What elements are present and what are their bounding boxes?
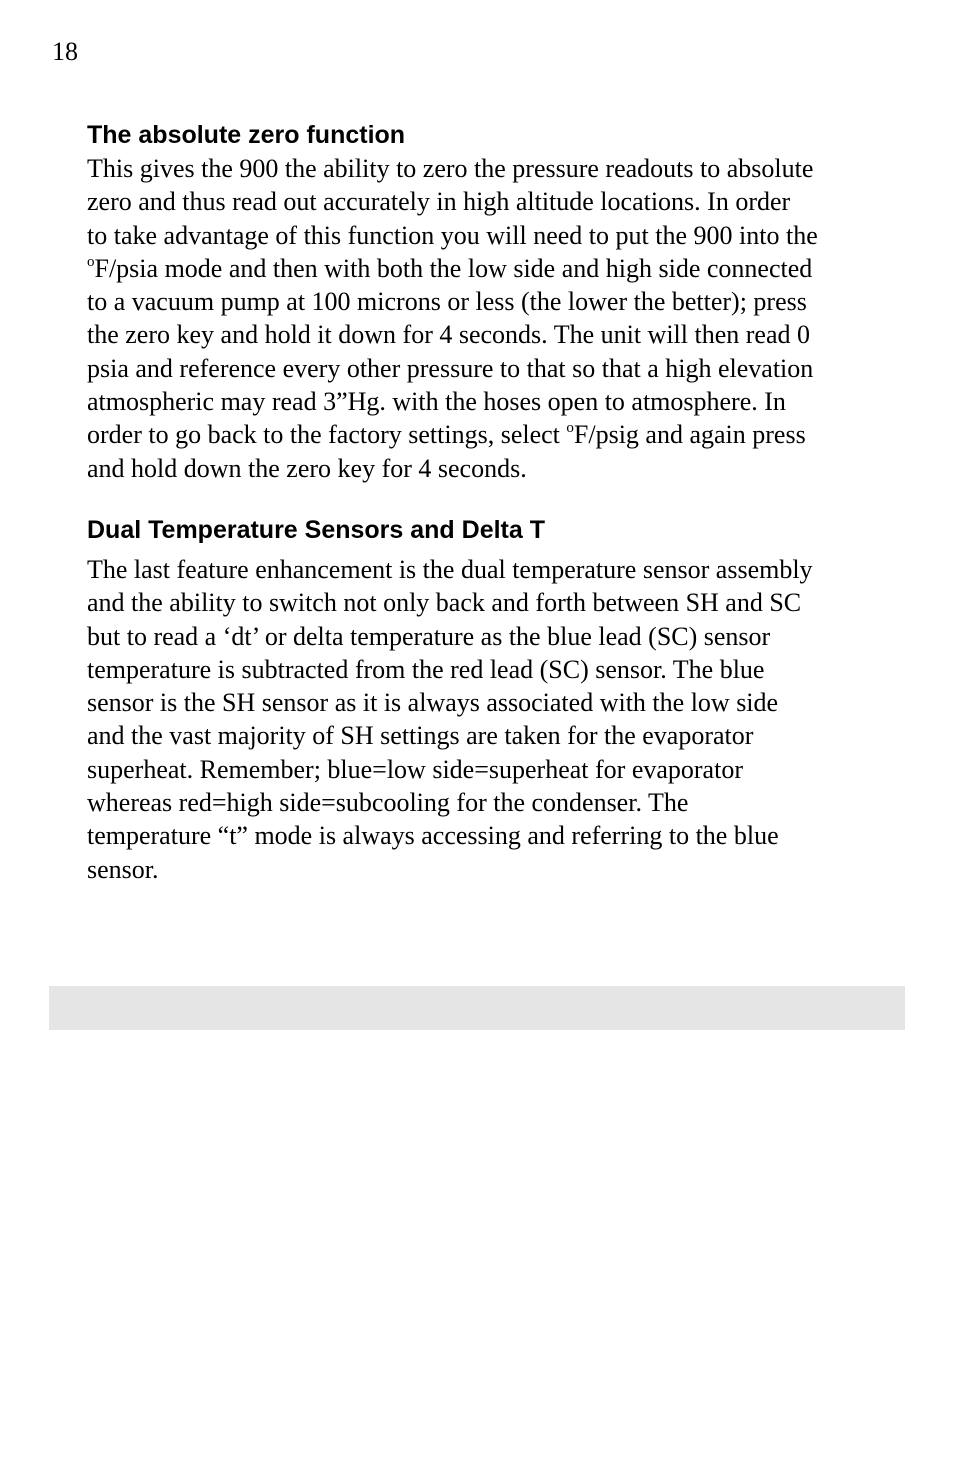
section-dual-temperature xyxy=(87,513,907,886)
text-line: temperature is subtracted from the red lead (SC) sensor. The blue xyxy=(87,654,765,684)
section-paragraph xyxy=(87,553,907,886)
degree-superscript: o xyxy=(566,420,574,437)
text-line: but to read a ‘dt’ or delta temperature as the blue lead (SC) sensor xyxy=(87,621,771,651)
section-heading: Dual Temperature Sensors and Delta T xyxy=(87,515,545,544)
text-fragment: order to go back to the factory settings, select xyxy=(87,420,567,450)
text-line xyxy=(87,252,907,285)
text-line: sensor is the SH sensor as it is always associated with the low side xyxy=(87,688,779,718)
text-line: zero and thus read out accurately in high altitude locations. In order xyxy=(87,187,791,217)
section-heading: The absolute zero function xyxy=(87,121,406,149)
text-line: and hold down the zero key for 4 seconds. xyxy=(87,453,527,483)
page-number: 18 xyxy=(52,37,78,66)
text-line: superheat. Remember; blue=low side=superheat for evaporator xyxy=(87,754,743,784)
text-line: and the vast majority of SH settings are taken for the evaporator xyxy=(87,721,754,751)
text-line: and the ability to switch not only back and forth between SH and SC xyxy=(87,588,802,618)
text-line: This gives the 900 the ability to zero the pressure readouts to absolute xyxy=(87,154,814,183)
text-line: whereas red=high side=subcooling for the condenser. The xyxy=(87,788,689,818)
text-line: the zero key and hold it down for 4 seconds. The unit will then read 0 xyxy=(87,320,811,350)
text-line: sensor. xyxy=(87,854,159,884)
degree-superscript: o xyxy=(87,253,95,270)
text-line xyxy=(87,418,907,451)
text-line: atmospheric may read 3”Hg. with the hoses open to atmosphere. In xyxy=(87,387,786,417)
document-body xyxy=(87,118,907,886)
text-fragment: F/psia mode and then with both the low side and high side connected xyxy=(94,253,813,283)
footer-bar xyxy=(49,986,905,1030)
text-fragment: F/psig and again press xyxy=(573,420,806,450)
text-line: to take advantage of this function you will need to put the 900 into the xyxy=(87,220,818,250)
text-line: to a vacuum pump at 100 microns or less (the lower the better); press xyxy=(87,287,807,317)
text-line: psia and reference every other pressure to that so that a high elevation xyxy=(87,353,814,383)
text-line: temperature “t” mode is always accessing and referring to the blue xyxy=(87,821,779,851)
section-absolute-zero xyxy=(87,118,907,485)
text-line: The last feature enhancement is the dual temperature sensor assembly xyxy=(87,554,813,584)
section-paragraph xyxy=(87,152,907,485)
